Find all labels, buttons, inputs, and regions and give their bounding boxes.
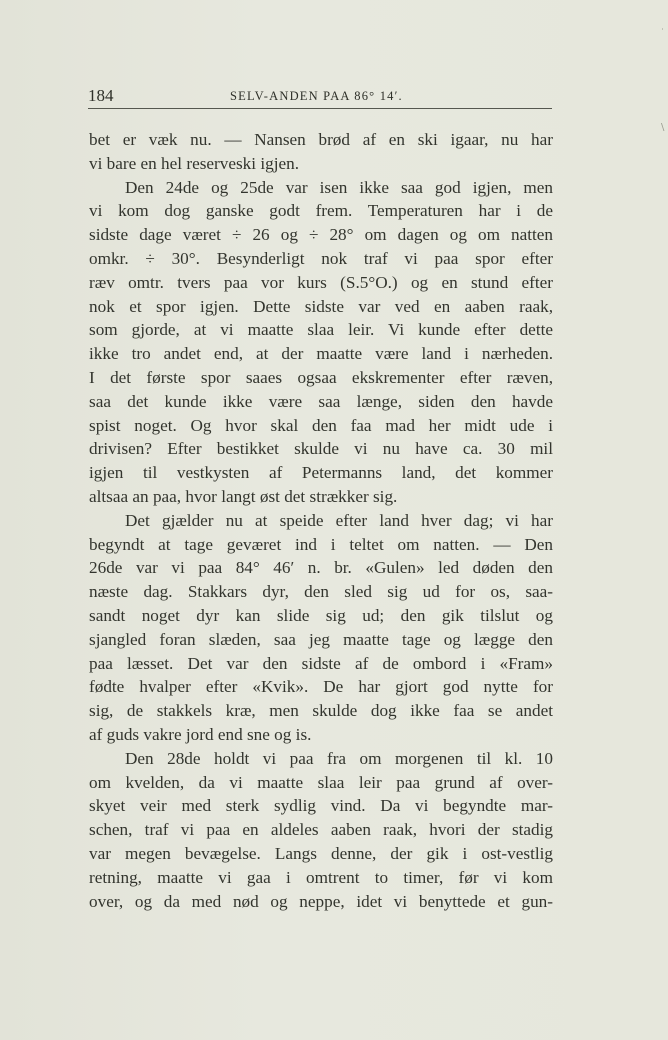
text-line: altsaa an paa, hvor langt øst det strækker sig. [89, 486, 398, 506]
text-line: sjangled foran slæden, saa jeg maatte tage og lægge den [89, 629, 553, 649]
text-line: spist noget. Og hvor skal den faa mad her midt ude i [89, 415, 553, 435]
text-line: skyet veir med sterk sydlig vind. Da vi begyndte mar- [89, 796, 553, 816]
text-line: paa læsset. Det var den sidste af de ombord i «Fram» [89, 653, 553, 673]
text-line: omkr. ÷ 30°. Besynderligt nok traf vi paa spor efter [89, 248, 553, 268]
page-number: 184 [88, 86, 114, 105]
text-line: var megen bevægelse. Langs denne, der gik i ost-vestlig [89, 843, 553, 863]
text-line: Den 24de og 25de var isen ikke saa god igjen, men [125, 177, 553, 197]
text-line: sig, de stakkels kræ, men skulde dog ikke faa se andet [89, 701, 553, 721]
text-line: nok et spor igjen. Dette sidste var ved en aaben raak, [89, 296, 553, 316]
text-line: om kvelden, da vi maatte slaa leir paa grund af over- [89, 772, 553, 792]
text-line: Den 28de holdt vi paa fra om morgenen til kl. 10 [125, 748, 553, 768]
edge-speck: \ [661, 122, 665, 133]
running-head: SELV-ANDEN PAA 86° 14′. [230, 89, 403, 103]
text-line: schen, traf vi paa en aldeles aaben raak, hvori der stadig [89, 820, 553, 840]
body-text [89, 128, 553, 913]
text-line: 26de var vi paa 84° 46′ n. br. «Gulen» led døden den [89, 558, 553, 578]
text-line: retning, maatte vi gaa i omtrent to timer, før vi kom [89, 867, 553, 887]
text-line: vi kom dog ganske godt frem. Temperaturen har i de [89, 201, 553, 221]
edge-speck: ˙ [660, 28, 665, 39]
text-line: næste dag. Stakkars dyr, den sled sig ud for os, saa- [89, 582, 553, 602]
text-line: drivisen? Efter bestikket skulde vi nu have ca. 30 mil [89, 439, 553, 459]
text-line: sidste dage været ÷ 26 og ÷ 28° om dagen og om natten [89, 225, 553, 245]
text-line: sandt noget dyr kan slide sig ud; den gik tilslut og [89, 605, 553, 625]
text-line: bet er væk nu. — Nansen brød af en ski igaar, nu har [89, 130, 553, 149]
text-line: vi bare en hel reserveski igjen. [89, 153, 299, 173]
text-line: fødte hvalper efter «Kvik». De har gjort god nytte for [89, 677, 553, 697]
text-line: saa det kunde ikke være saa længe, siden den havde [89, 391, 553, 411]
page-header [88, 86, 552, 109]
text-line: igjen til vestkysten af Petermanns land, det kommer [89, 463, 553, 483]
text-line: af guds vakre jord end sne og is. [89, 724, 312, 744]
text-line: ikke tro andet end, at der maatte være land i nærheden. [89, 344, 553, 364]
text-line: som gjorde, at vi maatte slaa leir. Vi kunde efter dette [89, 320, 553, 340]
text-line: begyndt at tage geværet ind i teltet om natten. — Den [89, 534, 553, 554]
text-line: Det gjælder nu at speide efter land hver dag; vi har [125, 510, 553, 530]
text-line: I det første spor saaes ogsaa ekskrementer efter ræven, [89, 367, 553, 387]
text-line: over, og da med nød og neppe, idet vi benyttede et gun- [89, 891, 553, 911]
text-line: ræv omtr. tvers paa vor kurs (S.5°O.) og en stund efter [89, 272, 553, 292]
